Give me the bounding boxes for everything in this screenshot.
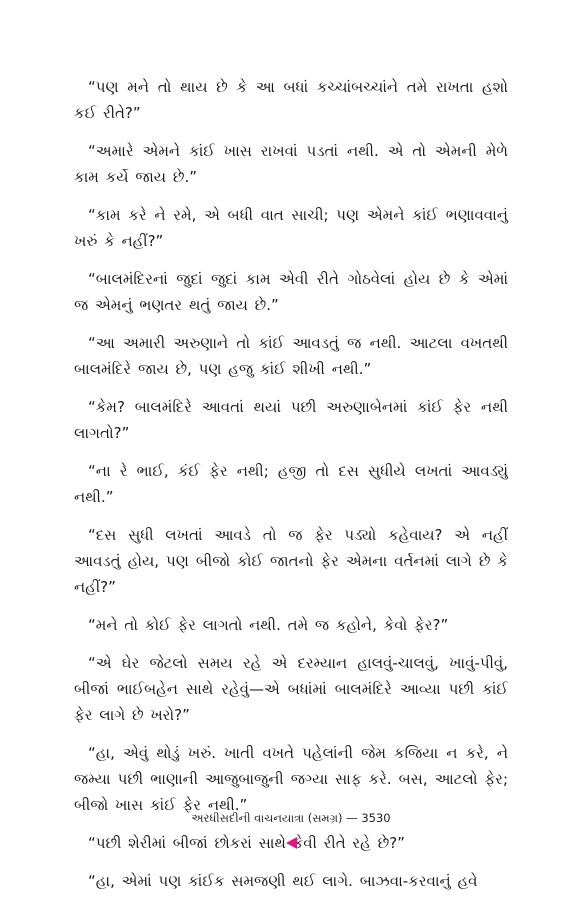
page-footer: અરધીસદીની વાચનયાત્રા (સમગ્ર) — 3530 [191,811,391,825]
paragraph-1: “પણ મને તો થાય છે કે આ બધાં કચ્ચાંબચ્ચાંને તમે રાખતા હશો કઈ રીતે?” [74,78,508,122]
paragraph-4: “બાલમંદિરનાં જુદાં જુદાં કામ એવી રીતે ગોઠવેલાં હોય છે કે એમાં જ એમનું ભણતર થતું જાય છે.” [74,270,508,314]
paragraph-10: “એ ઘેર જેટલો સમય રહે એ દરમ્યાન હાલવું-ચાલવું, ખાવું-પીવું, બીજાં ભાઈબહેન સાથે રહેવું—એ બધાંમાં બાલમંદિરે આવ્યા પછી કાંઈ ફેર લાગે છે ખરો?” [74,654,508,724]
paragraph-13: “હા, એમાં પણ કાંઈક સમજણી થઈ લાગે. બાઝવા-કરવાનું હવે [88,872,478,890]
paragraph-5: “આ અમારી અરુણાને તો કાંઈ આવડતું જ નથી. આટલા વખતથી બાલમંદિરે જાય છે, પણ હજુ કાંઈ શીખી નથી.” [74,334,508,378]
paragraph-6: “કેમ? બાલમંદિરે આવતાં થયાં પછી અરુણાબેનમાં કાંઈ ફેર નથી લાગતો?” [74,398,508,442]
paragraph-11: “હા, એવું થોડું ખરું. ખાતી વખતે પહેલાંની જેમ કજિયા ન કરે, ને જમ્યા પછી ભાણાની આજુબાજુની જગ્યા સાફ કરે. બસ, આટલો ફેર; બીજો ખાસ કાંઈ ફેર નથી.” [74,744,508,814]
previous-page-arrow-icon[interactable] [286,837,297,849]
paragraph-7: “ના રે ભાઈ, કંઈ ફેર નથી; હજી તો દસ સુધીયે લખતાં આવડ્યું નથી.” [74,462,508,506]
paragraph-3: “કામ કરે ને રમે, એ બધી વાત સાચી; પણ એમને કાંઈ ભણાવવાનું ખરું કે નહીં?” [74,206,508,250]
page-body [74,74,508,906]
paragraph-12: “પછી શેરીમાં બીજાં છોકરાં સાથે કેવી રીતે રહે છે?” [88,834,405,852]
paragraph-9: “મને તો કોઈ ફેર લાગતો નથી. તમે જ કહોને, કેવો ફેર?” [88,616,449,634]
paragraph-2: “અમારે એમને કાંઈ ખાસ રાખવાં પડતાં નથી. એ તો એમની મેળે કામ કર્યે જાય છે.” [74,142,508,186]
paragraph-8: “દસ સુધી લખતાં આવડે તો જ ફેર પડ્યો કહેવાય? એ નહીં આવડતું હોય, પણ બીજો કોઈ જાતનો ફેર એમના વર્તનમાં લાગે છે કે નહીં?” [74,526,508,596]
